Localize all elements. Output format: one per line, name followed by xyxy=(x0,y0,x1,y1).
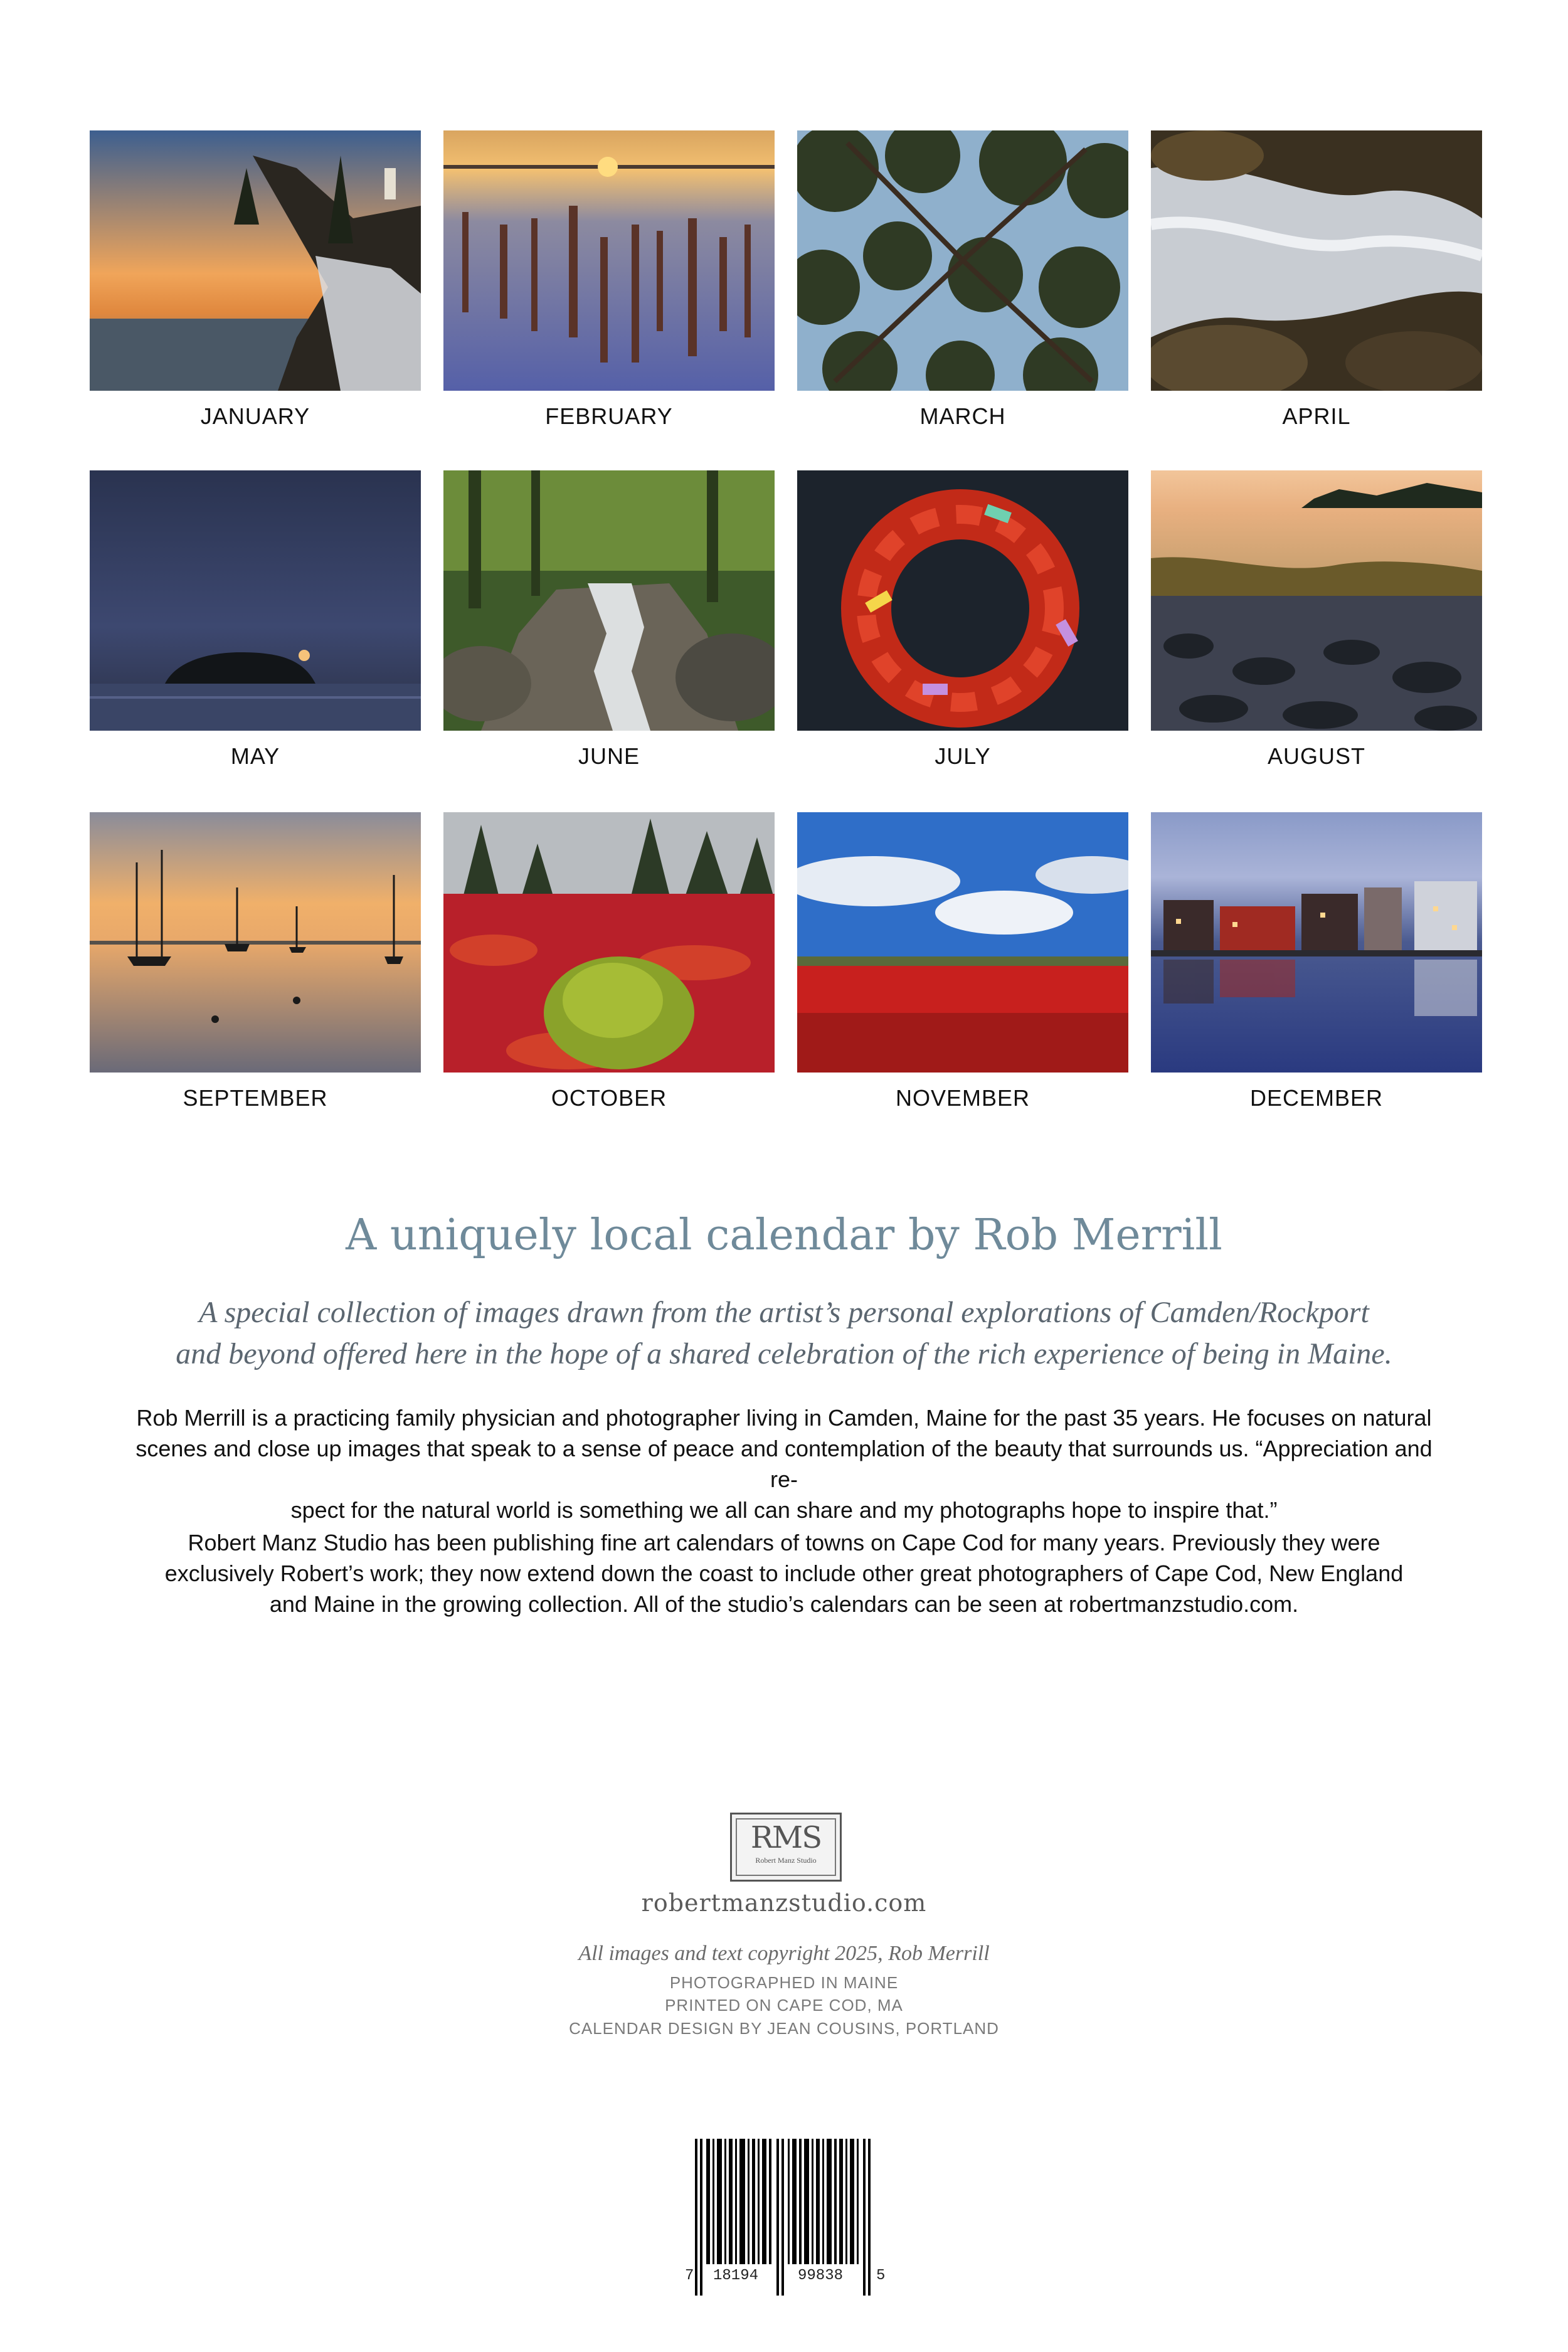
month-card-november xyxy=(797,812,1128,1111)
subhead-line: and beyond offered here in the hope of a shared celebration of the rich experience of being in Maine. xyxy=(176,1337,1392,1370)
subhead-line: A special collection of images drawn from the artist’s personal explorations of Camden/Rockport xyxy=(199,1296,1369,1329)
credit-line: PHOTOGRAPHED IN MAINE xyxy=(669,1973,899,1992)
bio-line: scenes and close up images that speak to a sense of peace and contemplation of the beauty that surrounds us. “Appreciation and re- xyxy=(135,1436,1433,1492)
sailboats-harbor-icon xyxy=(90,812,421,1073)
studio-line: and Maine in the growing collection. All of the studio’s calendars can be seen at robertmanzstudio.com. xyxy=(269,1591,1299,1617)
red-barrens-icon xyxy=(443,812,775,1073)
month-label: APRIL xyxy=(1282,403,1351,429)
forest-waterfall-icon xyxy=(443,470,775,731)
month-label: MAY xyxy=(230,743,280,769)
subhead xyxy=(125,1292,1443,1375)
month-card-august xyxy=(1151,470,1482,770)
month-label: FEBRUARY xyxy=(545,403,673,429)
copyright-line: All images and text copyright 2025, Rob Merrill xyxy=(578,1942,990,1965)
month-label: NOVEMBER xyxy=(895,1085,1030,1111)
logo-mark: RMS xyxy=(750,1820,822,1855)
barcode-digit: 18194 xyxy=(713,2267,759,2284)
island-moonrise-icon xyxy=(90,470,421,731)
credit-line: PRINTED ON CAPE COD, MA xyxy=(665,1996,903,2015)
month-label: JUNE xyxy=(578,743,640,769)
studio-paragraph xyxy=(119,1527,1449,1619)
stream-rocks-icon xyxy=(1151,130,1482,391)
month-label: DECEMBER xyxy=(1249,1085,1384,1111)
studio-line: Robert Manz Studio has been publishing fine art calendars of towns on Cape Cod for many years. Previously they were xyxy=(188,1530,1380,1555)
barcode-digit: 5 xyxy=(876,2267,886,2284)
month-label: OCTOBER xyxy=(551,1085,667,1111)
bio-line: spect for the natural world is something we all can share and my photographs hope to inspire that.” xyxy=(290,1497,1278,1523)
month-label: JANUARY xyxy=(200,403,310,429)
lobster-wreath-icon xyxy=(797,470,1128,731)
month-card-february xyxy=(443,130,775,430)
month-card-april xyxy=(1151,130,1482,430)
harbor-town-dusk-icon xyxy=(1151,812,1482,1073)
month-card-july xyxy=(797,470,1128,770)
month-card-march xyxy=(797,130,1128,430)
studio-line: exclusively Robert’s work; they now extend down the coast to include other great photographers of Cape Cod, New England xyxy=(164,1560,1404,1586)
logo-subtitle: Robert Manz Studio xyxy=(755,1856,817,1865)
bio-line: Rob Merrill is a practicing family physician and photographer living in Camden, Maine for the past 35 years. He focuses on natural xyxy=(136,1405,1432,1431)
month-card-december xyxy=(1151,812,1482,1111)
month-card-june xyxy=(443,470,775,770)
rocky-shore-icon xyxy=(1151,470,1482,731)
month-label: MARCH xyxy=(919,403,1006,429)
pilings-sunrise-icon xyxy=(443,130,775,391)
website-url: robertmanzstudio.com xyxy=(641,1889,927,1917)
bio-paragraph xyxy=(119,1402,1449,1525)
month-label: AUGUST xyxy=(1267,743,1365,769)
month-card-may xyxy=(90,470,421,770)
month-card-september xyxy=(90,812,421,1111)
month-label: SEPTEMBER xyxy=(183,1085,328,1111)
month-label: JULY xyxy=(935,743,991,769)
month-card-october xyxy=(443,812,775,1111)
barcode-digit: 99838 xyxy=(798,2267,844,2284)
credit-line: CALENDAR DESIGN BY JEAN COUSINS, PORTLAND xyxy=(569,2019,999,2038)
month-card-january xyxy=(90,130,421,430)
barcode-digit: 7 xyxy=(685,2267,694,2284)
headline: A uniquely local calendar by Rob Merrill xyxy=(346,1210,1222,1260)
lighthouse-sunset-icon xyxy=(90,130,421,391)
pine-canopy-icon xyxy=(797,130,1128,391)
blueberry-field-icon xyxy=(797,812,1128,1073)
rms-logo xyxy=(730,1813,842,1882)
